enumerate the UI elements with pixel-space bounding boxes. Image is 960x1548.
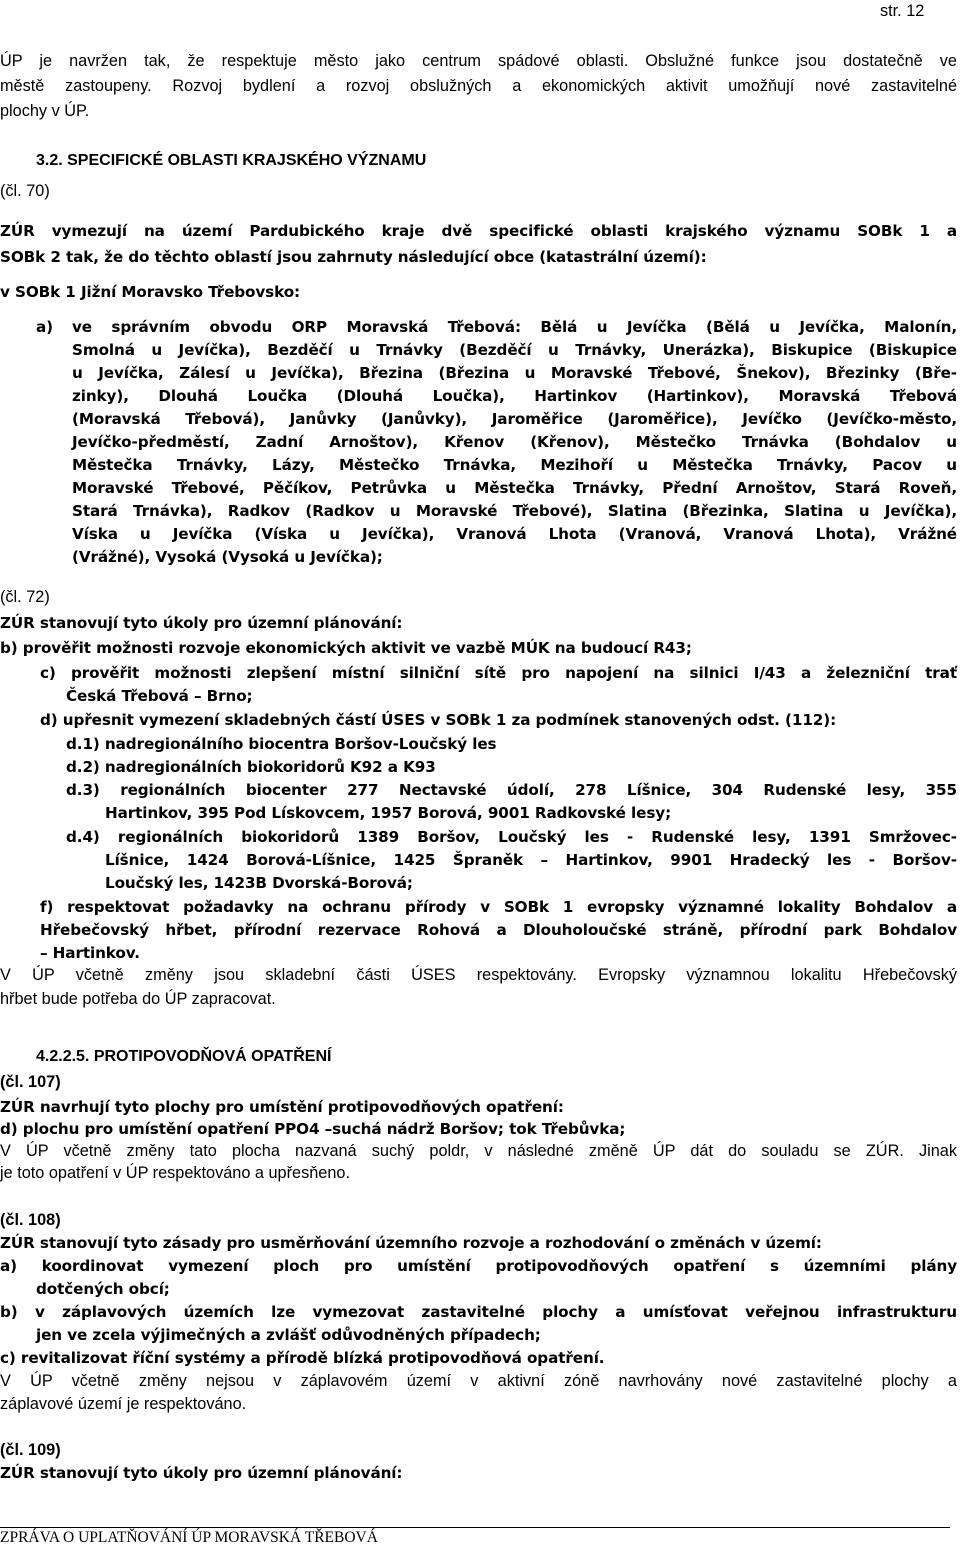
orp-line-1: ve správním obvodu ORP Moravská Třebová: Bělá u Jevíčka (Bělá u Jevíčka, Malonín,	[72, 318, 957, 336]
article-72-item-d2: d.2) nadregionálních biokoridorů K92 a K93	[66, 758, 436, 776]
orp-line-5: (Moravská Třebová), Janůvky (Janůvky), Jaroměřice (Jaroměřice), Jevíčko (Jevíčko-město,	[72, 410, 957, 428]
article-72-item-d3-line-1: d.3) regionálních biocenter 277 Nectavské údolí, 278 Líšnice, 304 Rudenské lesy, 355	[66, 781, 957, 799]
article-108-item-b-line-2: jen ve zcela výjimečných a zvlášť odůvodněných případech;	[36, 1326, 541, 1344]
orp-line-11: (Vrážné), Vysoká (Vysoká u Jevíčka);	[72, 548, 383, 566]
sobk1-title: v SOBk 1 Jižní Moravsko Třebovsko:	[0, 283, 301, 301]
article-109-title: ZÚR stanovují tyto úkoly pro územní plánování:	[0, 1464, 403, 1482]
article-72-item-f-line-3: – Hartinkov.	[40, 944, 140, 962]
article-72-item-d4-line-1: d.4) regionálních biokoridorů 1389 Boršov, Loučský les - Rudenské lesy, 1391 Smržovec-	[66, 828, 957, 846]
orp-line-10: Víska u Jevíčka (Víska u Jevíčka), Vranová Lhota (Vranová, Vranová Lhota), Vrážné	[72, 525, 957, 543]
article-109-label: (čl. 109)	[0, 1441, 61, 1459]
article-72-title: ZÚR stanovují tyto úkoly pro územní plánování:	[0, 614, 403, 632]
article-107-note-line-2: je toto opatření v ÚP respektováno a upřesňeno.	[0, 1164, 350, 1182]
article-72-item-c-line-1: c) prověřit možnosti zlepšení místní silniční sítě pro napojení na silnici I/43 a železniční trať	[40, 664, 957, 682]
article-107-label: (čl. 107)	[0, 1073, 61, 1091]
orp-line-6: Jevíčko-předměstí, Zadní Arnoštov), Křenov (Křenov), Městečko Trnávka (Bohdalov u	[72, 433, 957, 451]
article-72-note-line-1: V ÚP včetně změny jsou skladební části ÚSES respektovány. Evropsky významnou lokalitu Hřebečovský	[0, 966, 957, 984]
article-72-item-d4-line-2: Líšnice, 1424 Borová-Líšnice, 1425 Špraněk – Hartinkov, 9901 Hradecký les - Boršov-	[105, 851, 957, 869]
section-heading-3-2: 3.2. SPECIFICKÉ OBLASTI KRAJSKÉHO VÝZNAMU	[36, 152, 427, 169]
article-107-note-line-1: V ÚP včetně změny tato plocha nazvaná suchý poldr, v následné změně ÚP dát do souladu se ZÚR. Jinak	[0, 1142, 957, 1160]
article-107-item-d: d) plochu pro umístění opatření PPO4 –suchá nádrž Boršov; tok Třebůvka;	[0, 1120, 626, 1138]
orp-line-7: Městečka Trnávky, Lázy, Městečko Trnávka, Mezihoří u Městečka Trnávky, Pacov u	[72, 456, 957, 474]
article-108-label: (čl. 108)	[0, 1211, 61, 1229]
orp-line-8: Moravské Třebové, Pěčíkov, Petrůvka u Městečka Trnávky, Přední Arnoštov, Stará Roveň,	[72, 479, 957, 497]
footer-title: ZPRÁVA O UPLATŇOVÁNÍ ÚP MORAVSKÁ TŘEBOVÁ	[0, 1529, 378, 1546]
intro-line-3: plochy v ÚP.	[0, 102, 90, 120]
orp-line-3: u Jevíčka, Zálesí u Jevíčka), Březina (Březina u Moravské Třebové, Šnekov), Březinky (Bře-	[72, 364, 957, 382]
article-108-item-c: c) revitalizovat říční systémy a přírodě blízká protipovodňová opatření.	[0, 1349, 605, 1367]
article-70-line-1: ZÚR vymezují na území Pardubického kraje dvě specifické oblasti krajského významu SOBk 1 a	[0, 222, 957, 240]
article-72-item-d4-line-3: Loučský les, 1423B Dvorská-Borová;	[105, 874, 413, 892]
orp-marker: a)	[36, 318, 53, 336]
article-72-label: (čl. 72)	[0, 588, 50, 606]
section-heading-4-2-2-5: 4.2.2.5. PROTIPOVODŇOVÁ OPATŘENÍ	[36, 1048, 332, 1065]
orp-line-2: Smolná u Jevíčka), Bezděčí u Trnávky (Bezděčí u Trnávky, Unerázka), Biskupice (Biskupice	[72, 341, 957, 359]
article-108-item-a-line-2: dotčených obcí;	[36, 1280, 170, 1298]
article-72-note-line-2: hřbet bude potřeba do ÚP zapracovat.	[0, 990, 276, 1008]
article-72-item-f-line-1: f) respektovat požadavky na ochranu přírody v SOBk 1 evropsky významné lokality Bohdalov a	[40, 898, 957, 916]
article-107-title: ZÚR navrhují tyto plochy pro umístění protipovodňových opatření:	[0, 1098, 564, 1116]
article-72-item-b: b) prověřit možnosti rozvoje ekonomických aktivit ve vazbě MÚK na budoucí R43;	[0, 639, 692, 657]
article-108-item-b-line-1: b) v záplavových územích lze vymezovat zastavitelné plochy a umísťovat veřejnou infrastrukturu	[0, 1303, 957, 1321]
article-108-note-line-2: záplavové území je respektováno.	[0, 1395, 247, 1413]
article-70-label: (čl. 70)	[0, 182, 50, 200]
orp-line-4: zinky), Dlouhá Loučka (Dlouhá Loučka), Hartinkov (Hartinkov), Moravská Třebová	[72, 387, 957, 405]
article-108-item-a-line-1: a) koordinovat vymezení ploch pro umístění protipovodňových opatření s územními plány	[0, 1257, 957, 1275]
orp-line-9: Stará Trnávka), Radkov (Radkov u Moravské Třebové), Slatina (Březinka, Slatina u Jevíčka),	[72, 502, 957, 520]
page-number: str. 12	[880, 2, 925, 20]
article-108-note-line-1: V ÚP včetně změny nejsou v záplavovém území v aktivní zóně navrhovány nové zastavitelné plochy a	[0, 1372, 957, 1390]
article-72-item-d1: d.1) nadregionálního biocentra Boršov-Loučský les	[66, 735, 497, 753]
article-70-line-2: SOBk 2 tak, že do těchto oblastí jsou zahrnuty následující obce (katastrální území):	[0, 248, 707, 266]
article-72-item-c-line-2: Česká Třebová – Brno;	[66, 687, 253, 705]
intro-line-2: městě zastoupeny. Rozvoj bydlení a rozvoj obslužných a ekonomických aktivit umožňují nové zastavitelné	[0, 77, 957, 95]
article-72-item-d: d) upřesnit vymezení skladebných částí ÚSES v SOBk 1 za podmínek stanovených odst. (112):	[40, 711, 837, 729]
intro-line-1: ÚP je navržen tak, že respektuje město jako centrum spádové oblasti. Obslužné funkce jsou dostatečně ve	[0, 52, 957, 70]
article-108-title: ZÚR stanovují tyto zásady pro usměrňování územního rozvoje a rozhodování o změnách v území:	[0, 1234, 822, 1252]
footer-rule	[0, 1527, 950, 1528]
article-72-item-f-line-2: Hřebečovský hřbet, přírodní rezervace Rohová a Dlouholoučské stráně, přírodní park Bohdalov	[40, 921, 957, 939]
article-72-item-d3-line-2: Hartinkov, 395 Pod Lískovcem, 1957 Borová, 9001 Radkovské lesy;	[105, 804, 672, 822]
